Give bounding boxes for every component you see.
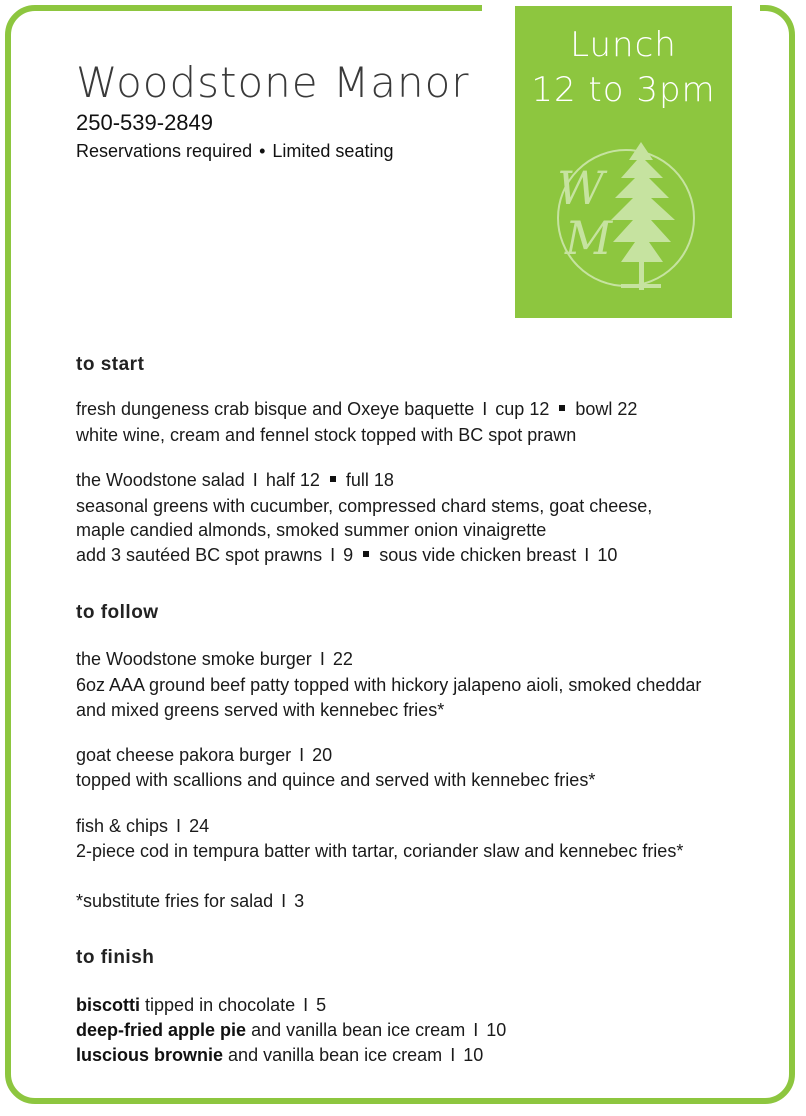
bullet-separator: • xyxy=(259,141,266,161)
apple-pie-description: and vanilla bean ice cream xyxy=(251,1020,466,1040)
addon-chicken: sous vide chicken breast xyxy=(379,545,577,565)
price-separator: I xyxy=(319,649,325,669)
smoke-burger-name: the Woodstone smoke burger xyxy=(76,649,312,669)
biscotti-price: 5 xyxy=(316,995,327,1015)
svg-text:W: W xyxy=(557,161,605,215)
brownie-price: 10 xyxy=(463,1045,484,1065)
lunch-panel xyxy=(515,6,732,318)
bisque-cup-price: cup 12 xyxy=(495,399,550,419)
apple-pie-name: deep-fried apple pie xyxy=(76,1020,247,1040)
square-bullet-icon xyxy=(559,405,565,411)
smoke-burger-description-1: 6oz AAA ground beef patty topped with hickory jalapeno aioli, smoked cheddar xyxy=(76,675,702,695)
biscotti-name: biscotti xyxy=(76,995,141,1015)
brownie-item xyxy=(76,1045,483,1066)
price-separator: I xyxy=(299,745,305,765)
price-separator: I xyxy=(482,399,488,419)
fish-chips-title xyxy=(76,816,209,837)
price-separator: I xyxy=(252,470,258,490)
pakora-burger-title xyxy=(76,745,332,766)
biscotti-description: tipped in chocolate xyxy=(145,995,296,1015)
addon-chicken-price: 10 xyxy=(597,545,618,565)
biscotti-item xyxy=(76,995,326,1016)
smoke-burger-description-2: and mixed greens served with kennebec fries* xyxy=(76,700,445,720)
smoke-burger-price: 22 xyxy=(332,649,353,669)
pakora-burger-description: topped with scallions and quince and served with kennebec fries* xyxy=(76,770,596,790)
reservations-note: Reservations required xyxy=(76,141,253,161)
substitute-note xyxy=(76,891,304,912)
restaurant-name: Woodstone Manor xyxy=(76,58,470,107)
phone-number: 250-539-2849 xyxy=(76,110,214,135)
salad-addons xyxy=(76,545,617,566)
addon-prawns-price: 9 xyxy=(343,545,354,565)
price-separator: I xyxy=(584,545,590,565)
section-heading-finish: to finish xyxy=(76,947,155,968)
bisque-name: fresh dungeness crab bisque and Oxeye baquette xyxy=(76,399,475,419)
price-separator: I xyxy=(281,891,287,911)
apple-pie-item xyxy=(76,1020,506,1041)
pakora-burger-name: goat cheese pakora burger xyxy=(76,745,292,765)
section-heading-start: to start xyxy=(76,354,145,375)
section-heading-follow: to follow xyxy=(76,602,159,623)
svg-text:M: M xyxy=(565,211,613,265)
addon-prawns: add 3 sautéed BC spot prawns xyxy=(76,545,323,565)
fish-chips-name: fish & chips xyxy=(76,816,169,836)
bisque-description: white wine, cream and fennel stock topped with BC spot prawn xyxy=(76,425,577,445)
salad-title xyxy=(76,470,394,491)
substitute-text: *substitute fries for salad xyxy=(76,891,274,911)
panel-hours: 12 to 3pm xyxy=(531,70,716,110)
apple-pie-price: 10 xyxy=(486,1020,507,1040)
pakora-burger-price: 20 xyxy=(312,745,333,765)
price-separator: I xyxy=(330,545,336,565)
seating-note: Limited seating xyxy=(272,141,394,161)
brownie-description: and vanilla bean ice cream xyxy=(228,1045,443,1065)
smoke-burger-title xyxy=(76,649,353,670)
substitute-price: 3 xyxy=(294,891,305,911)
brownie-name: luscious brownie xyxy=(76,1045,224,1065)
reservation-info xyxy=(76,141,393,162)
fish-chips-price: 24 xyxy=(189,816,210,836)
price-separator: I xyxy=(176,816,182,836)
salad-name: the Woodstone salad xyxy=(76,470,245,490)
square-bullet-icon xyxy=(363,551,369,557)
price-separator: I xyxy=(473,1020,479,1040)
bisque-title xyxy=(76,399,637,420)
price-separator: I xyxy=(303,995,309,1015)
fish-chips-description: 2-piece cod in tempura batter with tartar, coriander slaw and kennebec fries* xyxy=(76,841,684,861)
bisque-bowl-price: bowl 22 xyxy=(575,399,638,419)
square-bullet-icon xyxy=(330,476,336,482)
tree-monogram-icon xyxy=(551,138,701,298)
salad-description-1: seasonal greens with cucumber, compressed chard stems, goat cheese, xyxy=(76,496,653,516)
panel-title: Lunch xyxy=(570,25,677,65)
salad-description-2: maple candied almonds, smoked summer onion vinaigrette xyxy=(76,520,547,540)
salad-half-price: half 12 xyxy=(265,470,320,490)
price-separator: I xyxy=(450,1045,456,1065)
salad-full-price: full 18 xyxy=(345,470,394,490)
